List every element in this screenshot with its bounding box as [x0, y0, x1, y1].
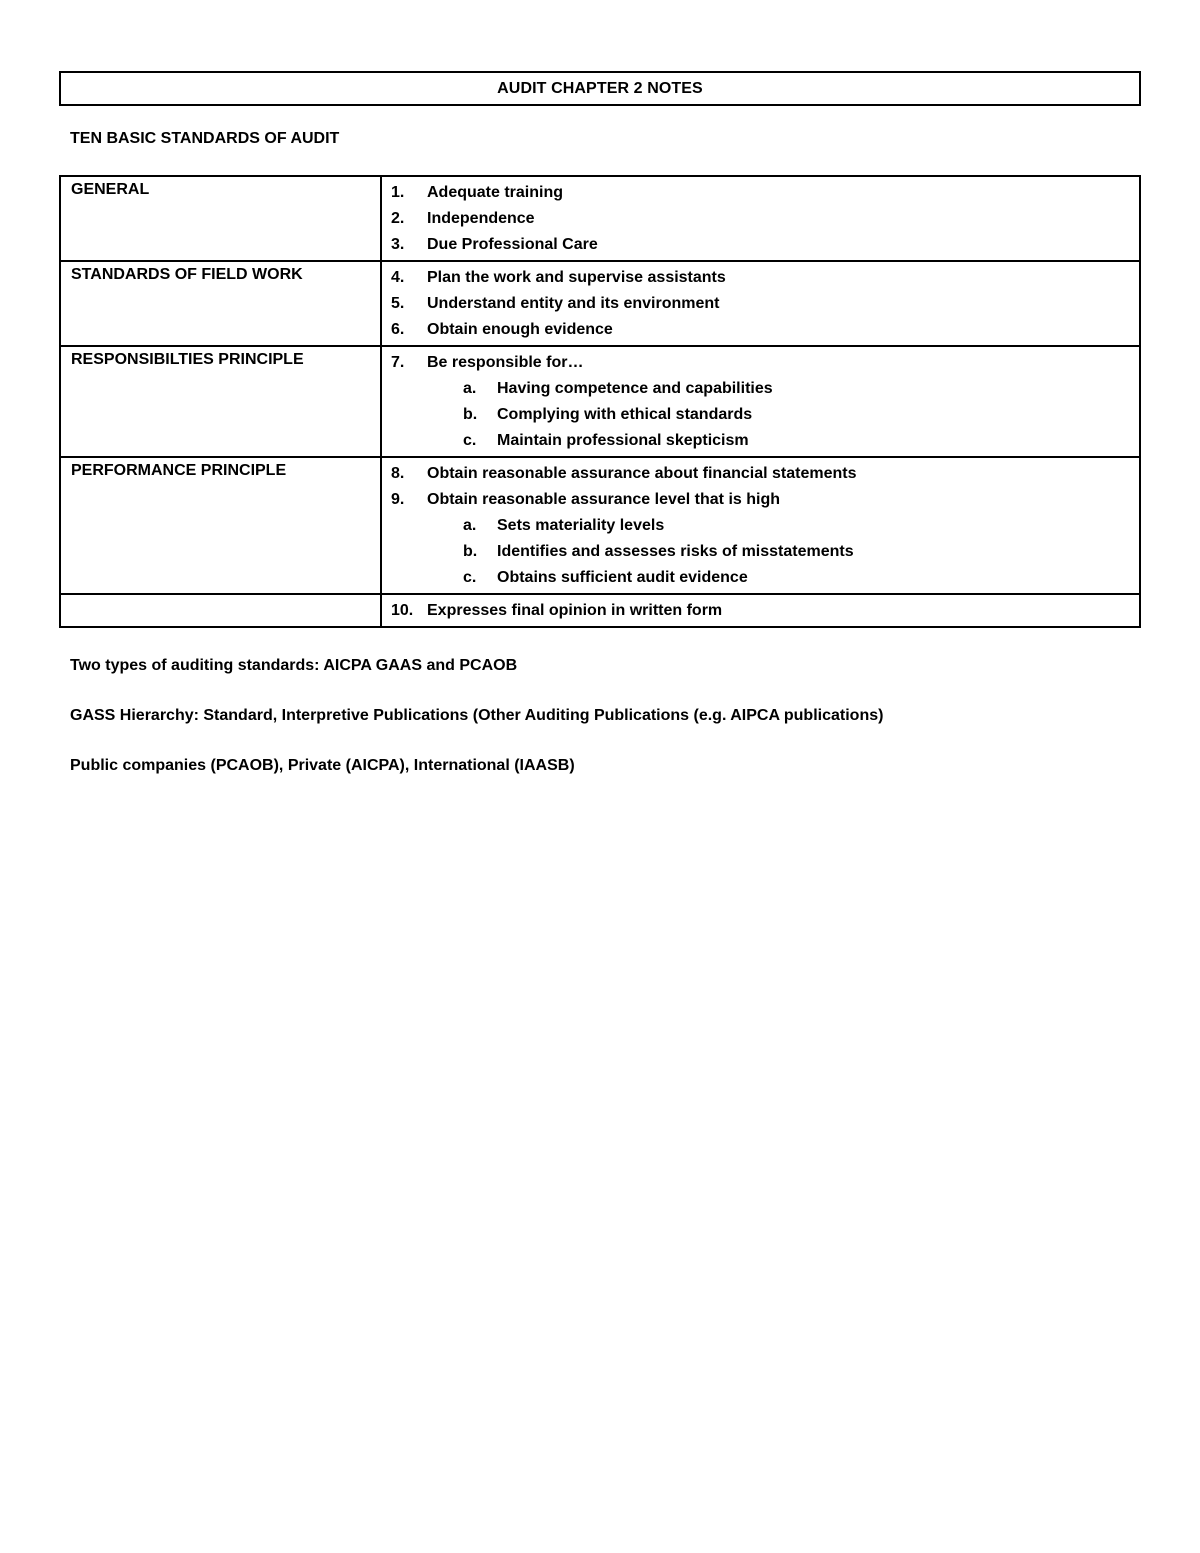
sub-list-item — [391, 513, 1129, 539]
category-cell: STANDARDS OF FIELD WORK — [60, 261, 381, 346]
list-item — [391, 180, 1129, 206]
note-standard-setters: Public companies (PCAOB), Private (AICPA), International (IAASB) — [70, 757, 575, 774]
items-cell — [381, 457, 1140, 594]
sub-item-text: Identifies and assesses risks of misstatements — [497, 543, 854, 560]
list-item — [391, 265, 1129, 291]
list-item — [391, 350, 1129, 376]
sub-item-letter: a. — [463, 517, 477, 534]
item-text: Expresses final opinion in written form — [427, 602, 723, 619]
category-cell: PERFORMANCE PRINCIPLE — [60, 457, 381, 594]
item-text: Adequate training — [427, 184, 564, 201]
items-cell — [381, 261, 1140, 346]
list-item — [391, 461, 1129, 487]
list-item — [391, 487, 1129, 513]
category-cell — [60, 594, 381, 627]
sub-item-text: Maintain professional skepticism — [497, 432, 749, 449]
item-number: 3. — [391, 236, 405, 253]
sub-item-letter: b. — [463, 406, 478, 423]
item-text: Due Professional Care — [427, 236, 598, 253]
sub-item-text: Obtains sufficient audit evidence — [497, 569, 748, 586]
item-number: 4. — [391, 269, 405, 286]
section-heading: TEN BASIC STANDARDS OF AUDIT — [70, 130, 340, 147]
sub-list-item — [391, 565, 1129, 591]
sub-item-letter: c. — [463, 432, 477, 449]
list-item — [391, 291, 1129, 317]
note-auditing-standards-types: Two types of auditing standards: AICPA GAAS and PCAOB — [70, 657, 518, 674]
table-row — [60, 594, 1140, 627]
standards-table — [59, 175, 1141, 628]
items-cell — [381, 594, 1140, 627]
document-title: AUDIT CHAPTER 2 NOTES — [59, 71, 1141, 106]
note-gaas-hierarchy: GASS Hierarchy: Standard, Interpretive Publications (Other Auditing Publications (e.g. AIPCA publications) — [70, 707, 884, 724]
sub-list-item — [391, 402, 1129, 428]
table-row — [60, 457, 1140, 594]
list-item — [391, 232, 1129, 258]
sub-list-item — [391, 376, 1129, 402]
item-number: 8. — [391, 465, 405, 482]
list-item — [391, 317, 1129, 343]
table-row — [60, 261, 1140, 346]
sub-list-item — [391, 539, 1129, 565]
item-number: 1. — [391, 184, 405, 201]
sub-item-letter: c. — [463, 569, 477, 586]
sub-list-item — [391, 428, 1129, 454]
table-row — [60, 176, 1140, 261]
item-number: 7. — [391, 354, 405, 371]
table-row — [60, 346, 1140, 457]
item-text: Obtain enough evidence — [427, 321, 613, 338]
items-cell — [381, 176, 1140, 261]
item-number: 5. — [391, 295, 405, 312]
items-cell — [381, 346, 1140, 457]
list-item — [391, 598, 1129, 624]
category-cell: GENERAL — [60, 176, 381, 261]
item-number: 6. — [391, 321, 405, 338]
item-number: 10. — [391, 602, 414, 619]
item-text: Obtain reasonable assurance about financial statements — [427, 465, 857, 482]
sub-item-text: Sets materiality levels — [497, 517, 665, 534]
sub-item-text: Having competence and capabilities — [497, 380, 773, 397]
item-text: Understand entity and its environment — [427, 295, 720, 312]
list-item — [391, 206, 1129, 232]
item-text: Independence — [427, 210, 535, 227]
category-cell: RESPONSIBILTIES PRINCIPLE — [60, 346, 381, 457]
sub-item-text: Complying with ethical standards — [497, 406, 753, 423]
item-text: Plan the work and supervise assistants — [427, 269, 726, 286]
item-text: Obtain reasonable assurance level that is high — [427, 491, 781, 508]
sub-item-letter: b. — [463, 543, 478, 560]
item-text: Be responsible for… — [427, 354, 584, 371]
sub-item-letter: a. — [463, 380, 477, 397]
item-number: 2. — [391, 210, 405, 227]
item-number: 9. — [391, 491, 405, 508]
